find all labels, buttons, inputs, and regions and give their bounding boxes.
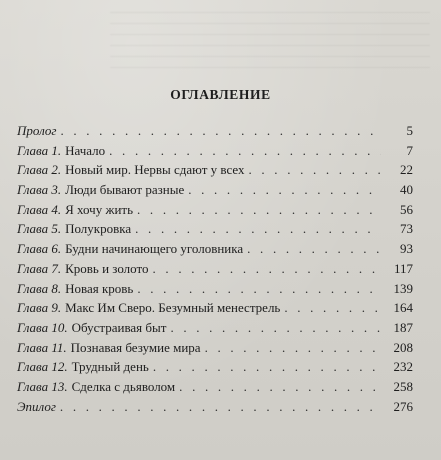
page-number: 232	[393, 359, 413, 375]
toc-entry	[17, 318, 413, 338]
page-number: 187	[393, 319, 413, 335]
page-number: 164	[393, 300, 413, 316]
page-number: 276	[393, 398, 413, 414]
dot-leader	[109, 141, 381, 161]
dot-leader	[135, 219, 381, 239]
dot-leader	[205, 338, 381, 358]
entry-label: Пролог	[17, 123, 57, 138]
page-title: ОГЛАВЛЕНИЕ	[170, 87, 271, 102]
page-number: 7	[406, 142, 413, 158]
entry-label: Глава 9.	[17, 300, 62, 316]
entry-title: Обустраивая быт	[71, 319, 167, 335]
entry-label: Глава 4.	[17, 201, 62, 217]
toc-entry	[17, 180, 413, 200]
page-number: 208	[393, 339, 413, 355]
page-number: 73	[400, 221, 413, 237]
entry-label: Глава 1.	[17, 142, 62, 158]
entry-title: Новый мир. Нервы сдают у всех	[65, 162, 245, 178]
page-number: 40	[400, 182, 413, 198]
dot-leader	[137, 279, 381, 299]
entry-label: Глава 10.	[17, 319, 68, 335]
dot-leader	[247, 239, 381, 259]
entry-label: Глава 2.	[17, 162, 62, 178]
entry-label: Глава 6.	[17, 241, 62, 257]
page-number: 5	[406, 123, 413, 138]
toc-entry	[17, 279, 413, 299]
dot-leader	[188, 180, 381, 200]
entry-label: Глава 7.	[17, 260, 62, 276]
entry-title: Познавая безумие мира	[70, 339, 201, 355]
toc-entry	[17, 357, 413, 377]
toc-entry	[17, 121, 413, 141]
dot-leader	[170, 318, 381, 338]
dot-leader	[137, 200, 381, 220]
dot-leader	[60, 121, 381, 141]
toc-entry	[17, 141, 413, 161]
entry-label: Эпилог	[17, 398, 56, 414]
entry-title: Макс Им Сверо. Безумный менестрель	[65, 300, 281, 316]
dot-leader	[249, 160, 382, 180]
entry-title: Кровь и золото	[65, 260, 149, 276]
entry-title: Начало	[65, 142, 106, 158]
page-number: 117	[393, 260, 413, 276]
entry-label: Глава 13.	[17, 378, 68, 394]
entry-label: Глава 11.	[17, 339, 67, 355]
entry-label: Глава 8.	[17, 280, 62, 296]
entry-title: Новая кровь	[65, 280, 134, 296]
table-of-contents	[17, 121, 413, 416]
entry-title: Полукровка	[65, 221, 132, 237]
show-through-texture	[110, 8, 430, 68]
entry-title: Люди бывают разные	[65, 182, 185, 198]
toc-entry	[17, 259, 413, 279]
toc-entry	[17, 377, 413, 397]
entry-title: Трудный день	[71, 359, 149, 375]
page-number: 56	[400, 201, 413, 217]
page-number: 258	[393, 378, 413, 394]
entry-label: Глава 12.	[17, 359, 68, 375]
entry-label: Глава 5.	[17, 221, 62, 237]
toc-entry	[17, 200, 413, 220]
toc-entry	[17, 397, 413, 417]
page-number: 139	[393, 280, 413, 296]
toc-entry	[17, 239, 413, 259]
page-number: 22	[400, 162, 413, 178]
dot-leader	[284, 298, 381, 318]
toc-entry	[17, 298, 413, 318]
dot-leader	[153, 259, 381, 279]
dot-leader	[60, 397, 381, 417]
entry-title: Будни начинающего уголовника	[65, 241, 244, 257]
dot-leader	[153, 357, 381, 377]
toc-entry	[17, 219, 413, 239]
entry-title: Я хочу жить	[65, 201, 134, 217]
entry-title: Сделка с дьяволом	[71, 378, 176, 394]
toc-entry	[17, 160, 413, 180]
dot-leader	[179, 377, 381, 397]
page-number: 93	[400, 241, 413, 257]
toc-entry	[17, 338, 413, 358]
entry-label: Глава 3.	[17, 182, 62, 198]
